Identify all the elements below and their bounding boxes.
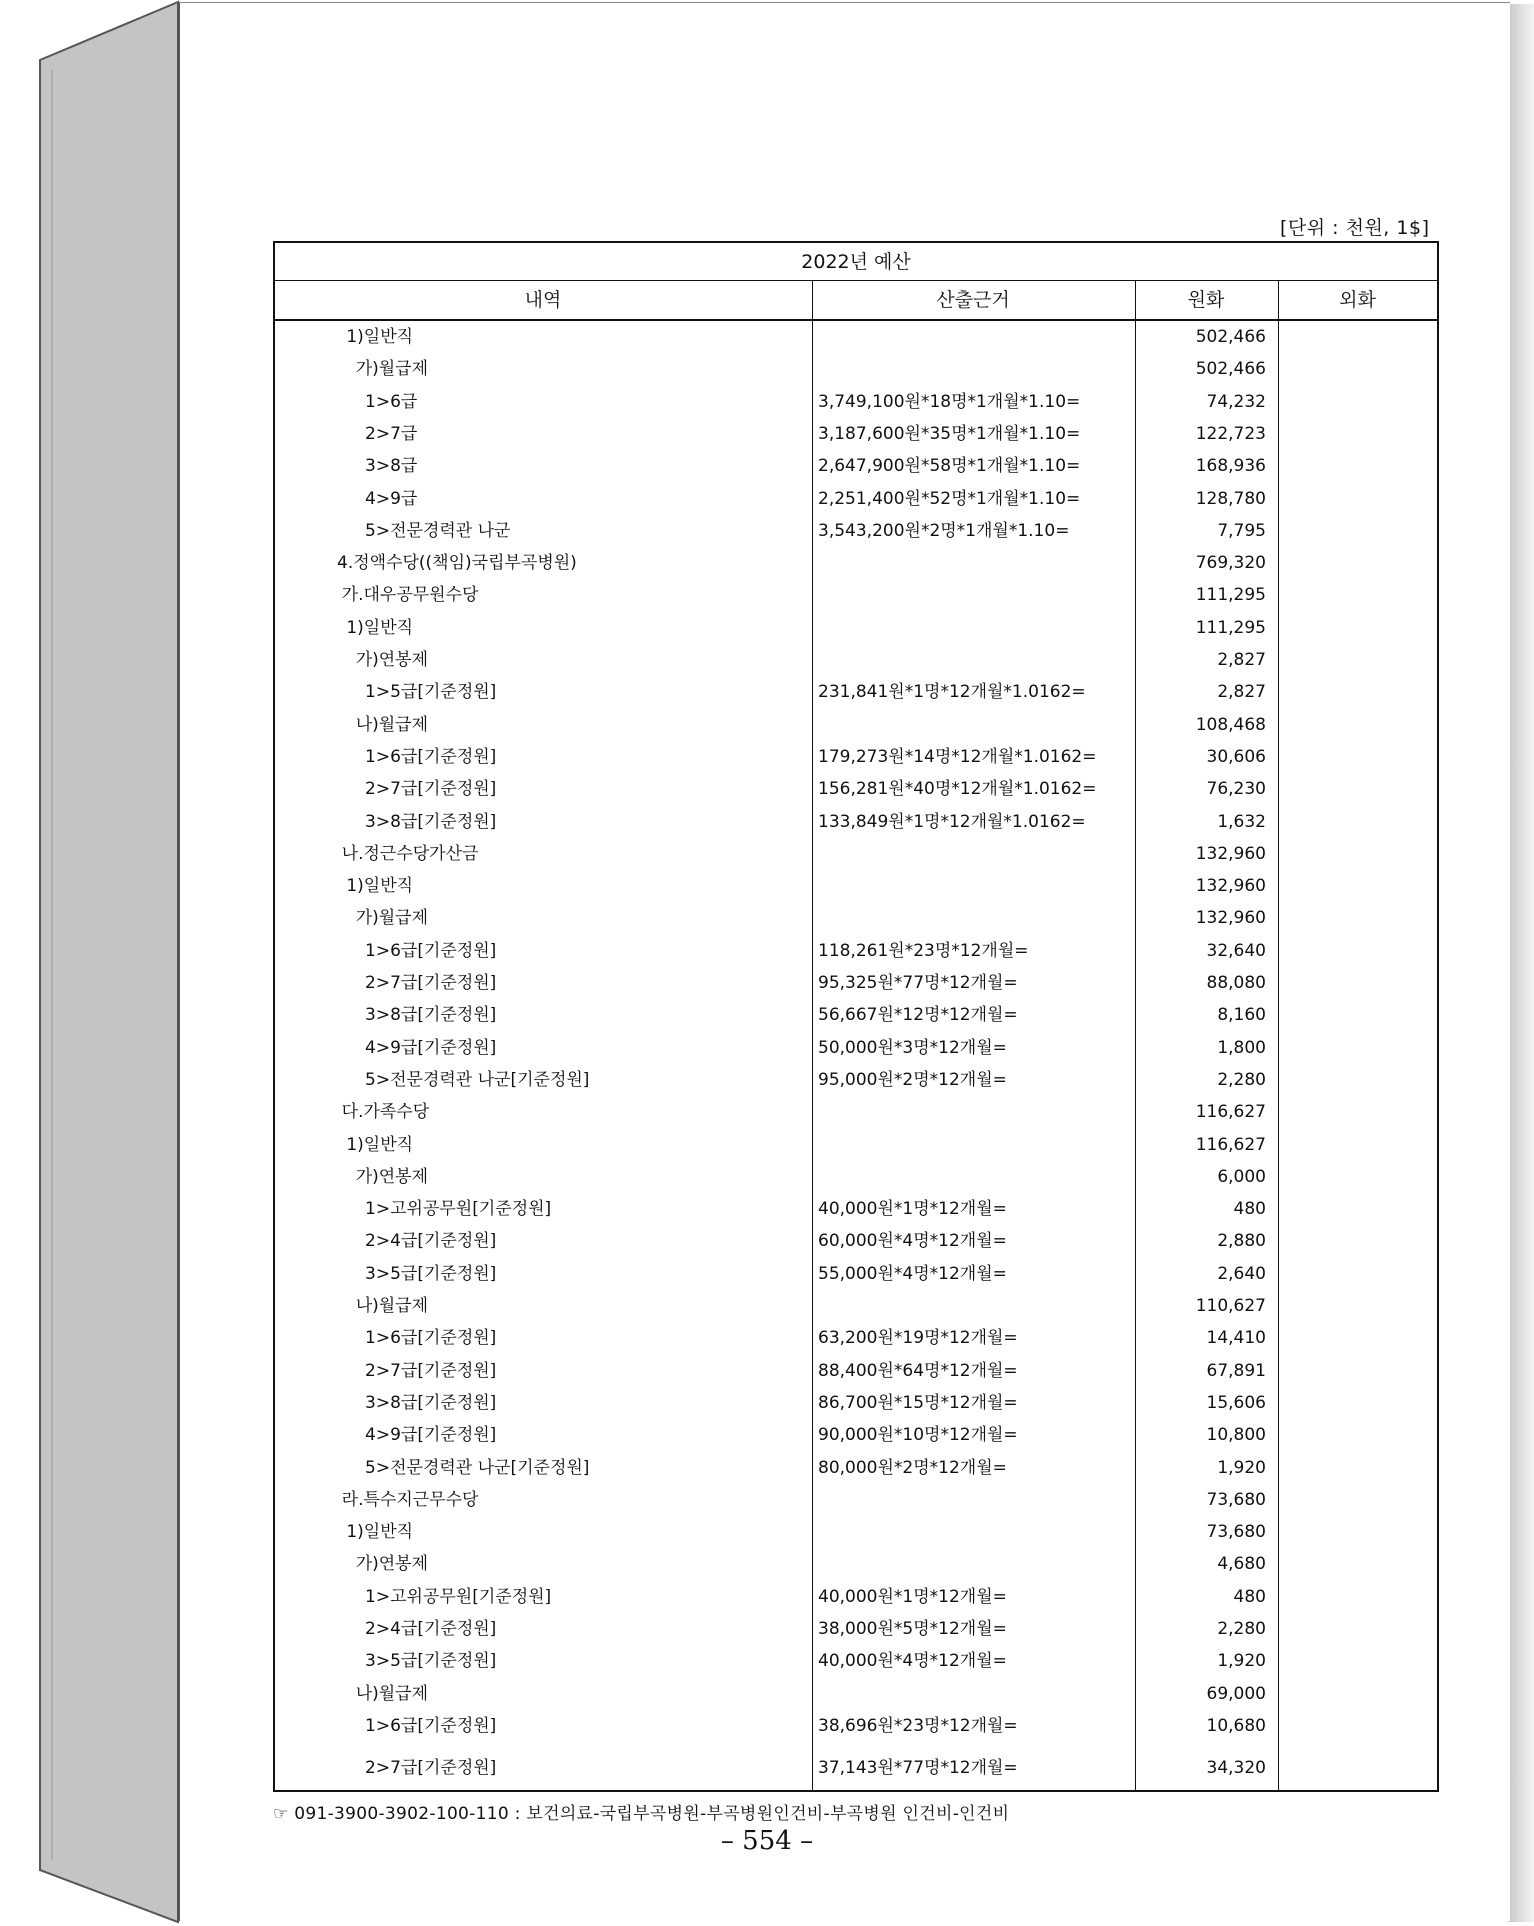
table-row [275,1678,1437,1710]
row-item: 가)월급제 [355,908,429,929]
unit-label: [단위 : 천원, 1$] [1280,217,1430,239]
row-won: 116,627 [1195,1134,1266,1155]
row-basis: 2,647,900원*58명*1개월*1.10= [818,456,1081,477]
row-item: 가)연봉제 [355,650,429,670]
row-basis: 56,667원*12명*12개월= [818,1005,1018,1026]
row-won: 769,320 [1195,553,1266,574]
row-item: 1)일반직 [346,876,414,897]
column-header-row [275,281,1437,321]
column-header-foreign: 외화 [1339,289,1376,311]
row-item: 2>7급[기준정원] [365,973,497,993]
table-row [275,709,1437,741]
row-basis: 38,000원*5명*12개월= [818,1619,1007,1639]
table-row [275,1129,1437,1161]
table-row [275,1322,1437,1354]
row-won: 15,606 [1206,1392,1266,1413]
row-won: 108,468 [1195,714,1266,735]
row-item: 다.가족수당 [341,1102,430,1123]
table-row [275,741,1437,773]
row-item: 라.특수지근무수당 [341,1489,479,1510]
row-basis: 88,400원*64명*12개월= [818,1360,1018,1381]
row-won: 132,960 [1195,876,1266,897]
table-row [275,321,1437,353]
row-item: 3>5급[기준정원] [365,1263,497,1284]
row-item: 나.정근수당가산금 [341,843,479,864]
table-row [275,870,1437,902]
row-basis: 50,000원*3명*12개월= [818,1037,1007,1058]
table-row [275,1096,1437,1128]
table-row [275,1710,1437,1742]
table-row [275,1064,1437,1096]
table-row [275,1290,1437,1322]
row-won: 111,295 [1195,585,1266,606]
table-row [275,1258,1437,1290]
column-header-basis: 산출근거 [936,289,1010,311]
table-row [275,676,1437,708]
row-item: 5>전문경력관 나군[기준정원] [365,1457,590,1478]
row-item: 4>9급[기준정원] [365,1425,497,1446]
row-won: 1,920 [1217,1457,1266,1478]
row-item: 1)일반직 [346,327,414,347]
row-won: 32,640 [1206,940,1266,961]
row-won: 4,680 [1217,1554,1266,1575]
row-basis: 90,000원*10명*12개월= [818,1425,1018,1446]
table-row [275,1752,1437,1784]
row-basis: 60,000원*4명*12개월= [818,1231,1007,1252]
table-row [275,773,1437,805]
table-row [275,1225,1437,1257]
table-row [275,450,1437,482]
row-item: 2>7급[기준정원] [365,1758,497,1779]
page-number: – 554 – [720,1826,814,1856]
row-item: 1>6급[기준정원] [365,1715,497,1736]
row-item: 2>7급[기준정원] [365,779,497,800]
table-row [275,1355,1437,1387]
table-row [275,1581,1437,1613]
row-won: 1,920 [1217,1651,1266,1672]
row-won: 168,936 [1195,456,1266,477]
row-item: 나)월급제 [355,1683,429,1704]
table-row [275,1516,1437,1548]
year-header: 2022년 예산 [275,243,1437,281]
row-won: 74,232 [1206,391,1266,412]
account-code-footnote: ☞ 091-3900-3902-100-110 : 보건의료-국립부곡병원-부곡병원인건비-부곡병원 인건비-인건비 [273,1804,1010,1824]
row-item: 가)연봉제 [355,1166,429,1187]
row-basis: 156,281원*40명*12개월*1.0162= [818,779,1097,800]
row-item: 나)월급제 [355,714,429,735]
table-row [275,935,1437,967]
row-item: 1)일반직 [346,1522,414,1543]
row-won: 10,800 [1206,1425,1266,1446]
table-row [275,1161,1437,1193]
column-header-won: 원화 [1187,289,1225,311]
row-basis: 231,841원*1명*12개월*1.0162= [818,682,1086,703]
row-item: 4>9급[기준정원] [365,1037,497,1058]
row-item: 2>7급 [365,423,418,444]
row-item: 3>8급[기준정원] [365,1392,497,1413]
row-item: 가)연봉제 [355,1554,429,1575]
row-basis: 40,000원*1명*12개월= [818,1199,1007,1220]
row-won: 111,295 [1195,617,1266,638]
row-won: 34,320 [1206,1758,1266,1779]
table-row [275,1419,1437,1451]
row-item: 1>5급[기준정원] [365,682,497,703]
table-row [275,1387,1437,1419]
table-row [275,612,1437,644]
table-row [275,999,1437,1031]
row-basis: 86,700원*15명*12개월= [818,1392,1018,1413]
row-basis: 2,251,400원*52명*1개월*1.10= [818,488,1081,509]
row-basis: 3,187,600원*35명*1개월*1.10= [818,423,1081,444]
row-item: 나)월급제 [355,1296,429,1316]
table-row [275,1645,1437,1677]
row-item: 3>5급[기준정원] [365,1651,497,1672]
row-basis: 40,000원*1명*12개월= [818,1586,1007,1607]
row-basis: 3,543,200원*2명*1개월*1.10= [818,520,1070,541]
row-item: 3>8급[기준정원] [365,811,497,832]
row-basis: 40,000원*4명*12개월= [818,1651,1007,1672]
row-won: 128,780 [1195,488,1266,509]
row-basis: 179,273원*14명*12개월*1.0162= [818,746,1097,767]
row-won: 116,627 [1195,1102,1266,1123]
table-row [275,967,1437,999]
row-item: 가)월급제 [355,359,429,380]
row-won: 132,960 [1195,843,1266,864]
row-basis: 80,000원*2명*12개월= [818,1457,1007,1478]
row-basis: 55,000원*4명*12개월= [818,1263,1007,1284]
row-basis: 3,749,100원*18명*1개월*1.10= [818,391,1081,412]
row-item: 1>6급[기준정원] [365,1328,497,1349]
row-item: 1>고위공무원[기준정원] [365,1586,552,1607]
row-item: 1>6급[기준정원] [365,940,497,961]
row-item: 1)일반직 [346,1134,414,1155]
table-row [275,1452,1437,1484]
row-item: 1>고위공무원[기준정원] [365,1199,552,1220]
row-won: 1,632 [1217,811,1266,832]
row-won: 480 [1233,1586,1266,1607]
row-item: 4.정액수당((책임)국립부곡병원) [337,553,577,574]
row-basis: 63,200원*19명*12개월= [818,1328,1018,1349]
row-won: 14,410 [1206,1328,1266,1349]
row-item: 5>전문경력관 나군 [365,520,511,541]
row-basis: 95,325원*77명*12개월= [818,973,1018,993]
row-won: 6,000 [1217,1166,1266,1187]
row-won: 502,466 [1195,359,1266,380]
row-won: 132,960 [1195,908,1266,929]
page-shadow [1508,4,1534,1922]
row-won: 2,827 [1217,650,1266,670]
row-won: 1,800 [1217,1037,1266,1058]
table-row [275,418,1437,450]
table-row [275,386,1437,418]
row-won: 122,723 [1195,423,1266,444]
row-won: 2,280 [1217,1619,1266,1639]
table-row [275,1032,1437,1064]
row-item: 2>4급[기준정원] [365,1231,497,1252]
table-row [275,902,1437,934]
table-row [275,1193,1437,1225]
table-row [275,515,1437,547]
row-item: 1>6급 [365,391,418,412]
row-basis: 37,143원*77명*12개월= [818,1758,1018,1779]
row-item: 4>9급 [365,488,418,509]
table-row [275,483,1437,515]
row-won: 30,606 [1206,746,1266,767]
row-won: 2,880 [1217,1231,1266,1252]
row-item: 2>7급[기준정원] [365,1360,497,1381]
row-won: 73,680 [1206,1522,1266,1543]
row-won: 2,827 [1217,682,1266,703]
table-row [275,579,1437,611]
row-won: 73,680 [1206,1489,1266,1510]
row-won: 76,230 [1206,779,1266,800]
row-won: 480 [1233,1199,1266,1220]
row-won: 7,795 [1217,520,1266,541]
row-won: 88,080 [1206,973,1266,993]
table-row [275,1484,1437,1516]
table-row [275,806,1437,838]
table-row [275,644,1437,676]
row-item: 가.대우공무원수당 [341,585,479,606]
table-row [275,1613,1437,1645]
row-won: 2,640 [1217,1263,1266,1284]
budget-table [273,241,1439,1792]
row-basis: 133,849원*1명*12개월*1.0162= [818,811,1086,832]
row-basis: 118,261원*23명*12개월= [818,940,1029,961]
table-row [275,838,1437,870]
row-item: 3>8급[기준정원] [365,1005,497,1026]
row-won: 502,466 [1195,327,1266,347]
row-won: 2,280 [1217,1069,1266,1090]
row-won: 67,891 [1206,1360,1266,1381]
row-item: 1>6급[기준정원] [365,746,497,767]
row-won: 8,160 [1217,1005,1266,1026]
row-item: 3>8급 [365,456,418,477]
column-header-item: 내역 [524,289,562,311]
table-row [275,353,1437,385]
row-basis: 95,000원*2명*12개월= [818,1069,1007,1090]
row-basis: 38,696원*23명*12개월= [818,1715,1018,1736]
row-won: 110,627 [1195,1296,1266,1316]
row-item: 2>4급[기준정원] [365,1619,497,1639]
row-won: 69,000 [1206,1683,1266,1704]
table-row [275,547,1437,579]
table-row [275,1548,1437,1580]
row-won: 10,680 [1206,1715,1266,1736]
row-item: 5>전문경력관 나군[기준정원] [365,1069,590,1090]
row-item: 1)일반직 [346,617,414,638]
